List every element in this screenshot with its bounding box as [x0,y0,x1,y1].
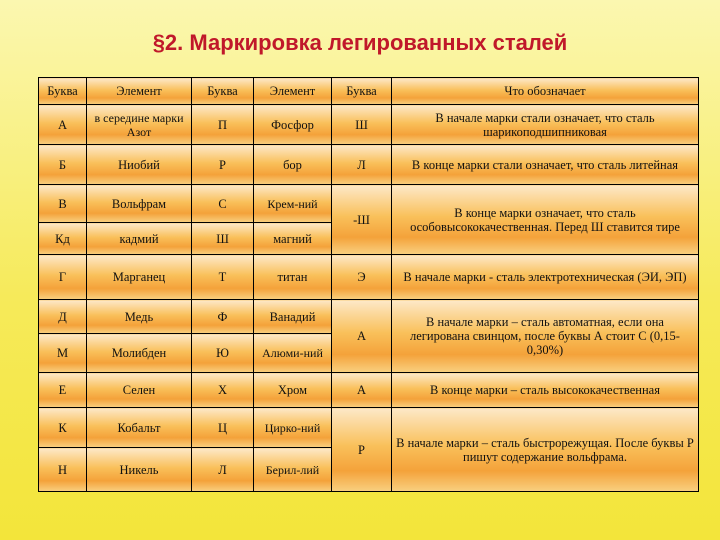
header-cell: Что обозначает [392,78,699,105]
element-cell: Хром [254,373,332,408]
letter-cell: Ю [192,334,254,373]
element-cell: Кобальт [87,408,192,448]
element-cell: в середине марки Азот [87,105,192,145]
header-cell: Элемент [254,78,332,105]
table-row [39,255,699,300]
letter-cell: Л [192,448,254,492]
meaning-letter-cell: -Ш [332,185,392,255]
element-cell: Селен [87,373,192,408]
element-cell: Берил-лий [254,448,332,492]
header-cell: Элемент [87,78,192,105]
letter-cell: Ф [192,300,254,334]
steel-marking-table [38,77,699,492]
element-cell: Молибден [87,334,192,373]
letter-cell: М [39,334,87,373]
letter-cell: Ш [192,223,254,255]
meaning-letter-cell: Э [332,255,392,300]
element-cell: бор [254,145,332,185]
letter-cell: К [39,408,87,448]
meaning-letter-cell: Ш [332,105,392,145]
element-cell: Никель [87,448,192,492]
element-cell: Вольфрам [87,185,192,223]
table-row [39,408,699,448]
element-cell: Ниобий [87,145,192,185]
meaning-text-cell: В конце марки стали означает, что сталь литейная [392,145,699,185]
element-cell: титан [254,255,332,300]
meaning-letter-cell: Л [332,145,392,185]
letter-cell: Кд [39,223,87,255]
header-cell: Буква [332,78,392,105]
letter-cell: Г [39,255,87,300]
meaning-text-cell: В начале марки – сталь автоматная, если она легирована свинцом, после буквы А стоит С (0,15-0,30%) [392,300,699,373]
table-row [39,185,699,223]
table-row [39,145,699,185]
letter-cell: С [192,185,254,223]
header-cell: Буква [192,78,254,105]
letter-cell: Х [192,373,254,408]
element-cell: Фосфор [254,105,332,145]
header-cell: Буква [39,78,87,105]
header-row [39,78,699,105]
meaning-text-cell: В конце марки означает, что сталь особовысококачественная. Перед Ш ставится тире [392,185,699,255]
element-cell: Цирко-ний [254,408,332,448]
element-cell: Ванадий [254,300,332,334]
letter-cell: Т [192,255,254,300]
element-cell: магний [254,223,332,255]
page-title: §2. Маркировка легированных сталей [152,30,568,55]
letter-cell: П [192,105,254,145]
meaning-text-cell: В начале марки - сталь электротехническая (ЭИ, ЭП) [392,255,699,300]
element-cell: Крем-ний [254,185,332,223]
letter-cell: Д [39,300,87,334]
letter-cell: Ц [192,408,254,448]
letter-cell: Р [192,145,254,185]
meaning-text-cell: В конце марки – сталь высококачественная [392,373,699,408]
letter-cell: Б [39,145,87,185]
meaning-letter-cell: Р [332,408,392,492]
table-row [39,373,699,408]
letter-cell: А [39,105,87,145]
letter-cell: Е [39,373,87,408]
table-row [39,105,699,145]
element-cell: Медь [87,300,192,334]
element-cell: Алюми-ний [254,334,332,373]
meaning-text-cell: В начале марки – сталь быстрорежущая. После буквы Р пишут содержание вольфрама. [392,408,699,492]
table-row [39,300,699,334]
element-cell: Марганец [87,255,192,300]
letter-cell: Н [39,448,87,492]
meaning-letter-cell: А [332,300,392,373]
letter-cell: В [39,185,87,223]
element-cell: кадмий [87,223,192,255]
meaning-text-cell: В начале марки стали означает, что сталь шарикоподшипниковая [392,105,699,145]
meaning-letter-cell: А [332,373,392,408]
